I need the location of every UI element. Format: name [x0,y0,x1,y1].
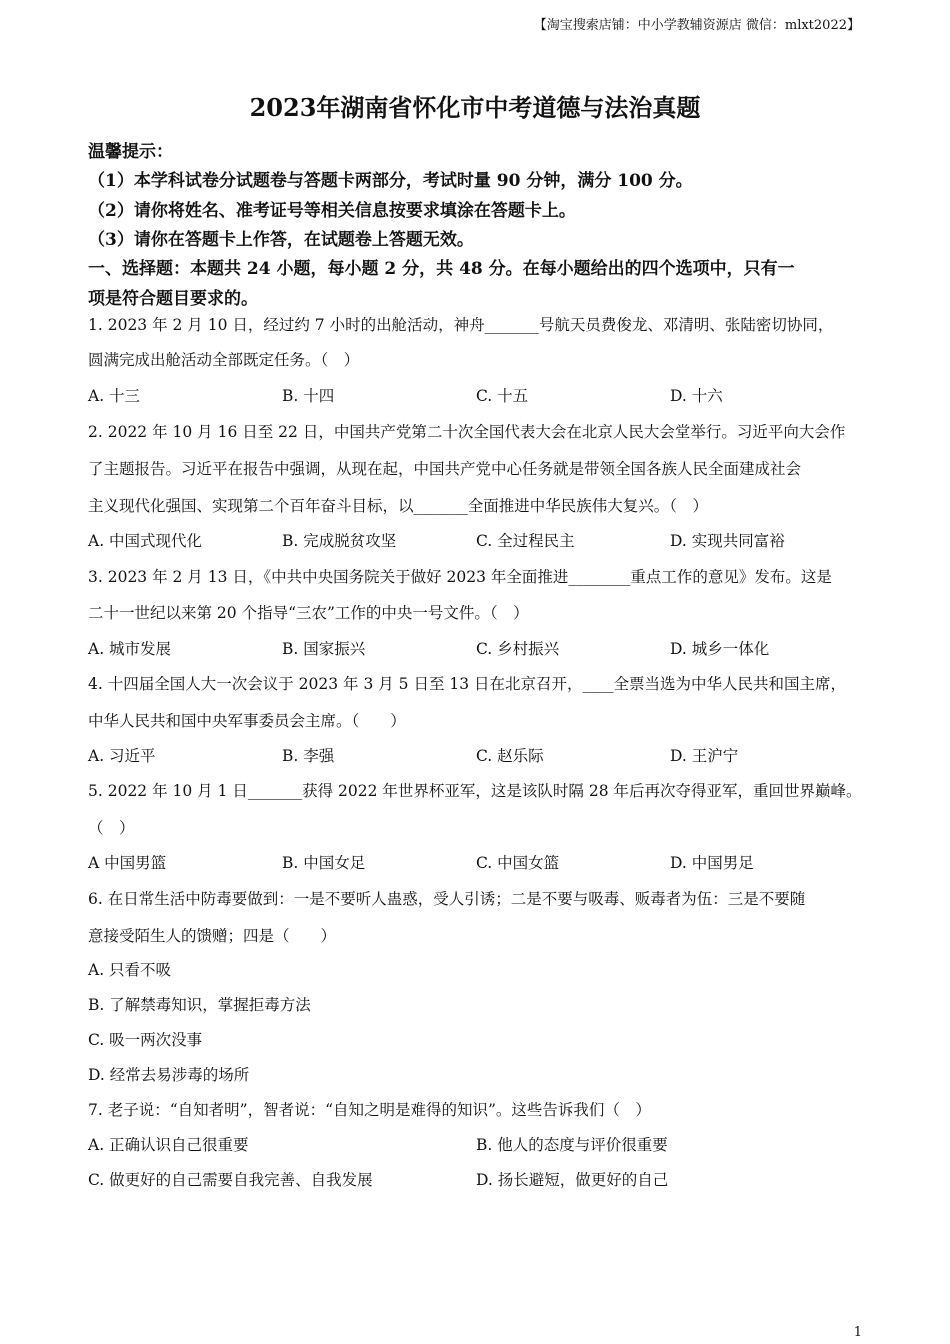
question-3-stem: 3. 2023 年 2 月 13 日，《中共中央国务院关于做好 2023 年全面推进________重点工作的意见》发布。这是 [88,568,832,586]
notice-item: （3）请你在答题卡上作答，在试题卷上答题无效。 [88,230,474,250]
page-title: 2023年湖南省怀化市中考道德与法治真题 [249,93,701,122]
option-d: D. 城乡一体化 [670,640,770,658]
question-1-stem: 1. 2023 年 2 月 10 日，经过约 7 小时的出舱活动，神舟_______号航天员费俊龙、邓清明、张陆密切协同， [88,316,834,334]
option-a: A. 习近平 [88,747,156,765]
question-3-stem: 二十一世纪以来第 20 个指导“三农”工作的中央一号文件。（ ） [88,604,529,622]
option-b: B. 李强 [282,747,335,765]
option-a: A. 城市发展 [88,640,172,658]
option-a: A. 十三 [88,387,141,405]
option-d: D. 实现共同富裕 [670,532,785,550]
question-5-stem: 5. 2022 年 10 月 1 日_______获得 2022 年世界杯亚军，这是该队时隔 28 年后再次夺得亚军，重回世界巅峰。 [88,782,862,800]
option-d: D. 中国男足 [670,854,754,872]
option-b: B. 中国女足 [282,854,366,872]
notice-heading: 温馨提示： [88,142,173,162]
question-2-stem: 主义现代化强国、实现第二个百年奋斗目标，以_______全面推进中华民族伟大复兴。（ ） [88,497,709,515]
option-b: B. 他人的态度与评价很重要 [476,1136,668,1154]
question-2-stem: 2. 2022 年 10 月 16 日至 22 日，中国共产党第二十次全国代表大会在北京人民大会堂举行。习近平向大会作 [88,423,846,441]
option-c: C. 做更好的自己需要自我完善、自我发展 [88,1171,373,1189]
question-6-stem: 6. 在日常生活中防毒要做到：一是不要听人蛊惑，受人引诱；二是不要与吸毒、贩毒者为伍：三是不要随 [88,890,806,908]
option-c: C. 乡村振兴 [476,640,560,658]
option-d: D. 王沪宁 [670,747,739,765]
option-c: C. 吸一两次没事 [88,1031,203,1049]
section-heading: 一、选择题：本题共 24 小题，每小题 2 分，共 48 分。在每小题给出的四个选项中，只有一 [88,259,795,279]
option-b: B. 国家振兴 [282,640,366,658]
option-d: D. 十六 [670,387,723,405]
option-b: B. 十四 [282,387,335,405]
question-2-stem: 了主题报告。习近平在报告中强调，从现在起，中国共产党中心任务就是带领全国各族人民全面建成社会 [88,460,802,478]
option-a: A. 正确认识自己很重要 [88,1136,249,1154]
section-heading-cont: 项是符合题目要求的。 [88,289,258,309]
option-a: A. 只看不吸 [88,961,172,979]
question-4-stem: 4. 十四届全国人大一次会议于 2023 年 3 月 5 日至 13 日在北京召开，____全票当选为中华人民共和国主席， [88,675,847,693]
header-note: 【淘宝搜索店铺：中小学教辅资源店 微信：mlxt2022】 [533,18,860,33]
option-d: D. 扬长避短，做更好的自己 [476,1171,669,1189]
option-b: B. 完成脱贫攻坚 [282,532,397,550]
option-a: A. 中国式现代化 [88,532,203,550]
option-a: A 中国男篮 [88,854,167,872]
question-6-stem: 意接受陌生人的馈赠；四是（ ） [88,927,337,945]
question-5-stem: （ ） [88,819,135,837]
option-c: C. 中国女篮 [476,854,560,872]
option-d: D. 经常去易涉毒的场所 [88,1066,250,1084]
page-number: 1 [853,1325,862,1340]
option-c: C. 十五 [476,387,529,405]
option-b: B. 了解禁毒知识，掌握拒毒方法 [88,996,311,1014]
option-c: C. 全过程民主 [476,532,575,550]
question-7-stem: 7. 老子说：“自知者明”，智者说：“自知之明是难得的知识”。这些告诉我们（ ） [88,1101,651,1119]
notice-item: （2）请你将姓名、准考证号等相关信息按要求填涂在答题卡上。 [88,201,576,221]
question-1-stem: 圆满完成出舱活动全部既定任务。（ ） [88,351,360,369]
option-c: C. 赵乐际 [476,747,544,765]
notice-item: （1）本学科试卷分试题卷与答题卡两部分，考试时量 90 分钟，满分 100 分。 [88,171,693,191]
question-4-stem: 中华人民共和国中央军事委员会主席。（ ） [88,712,406,730]
